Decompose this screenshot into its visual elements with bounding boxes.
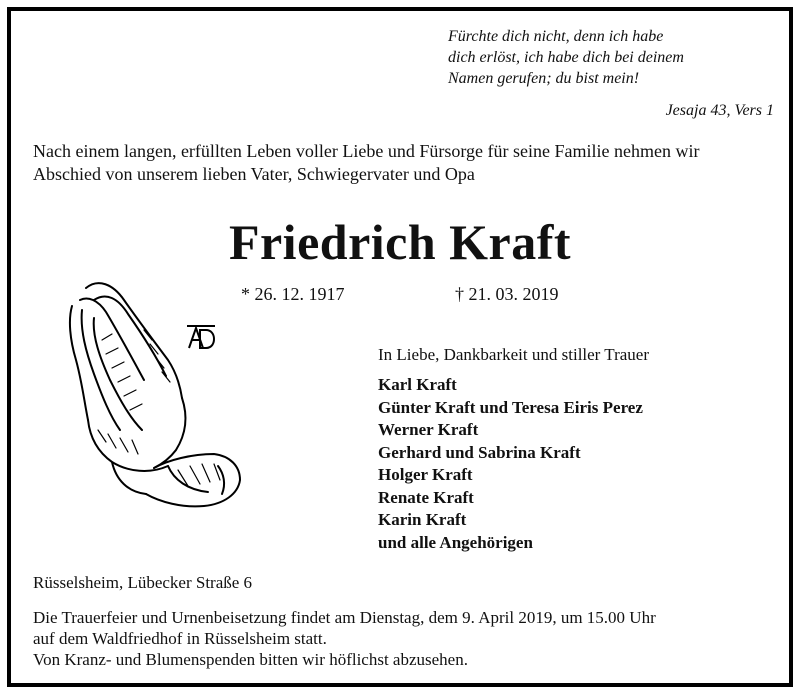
deceased-name: Friedrich Kraft [228,214,572,270]
funeral-info-line: Die Trauerfeier und Urnenbeisetzung findet am Dienstag, dem 9. April 2019, um 15.00 Uhr [33,608,656,627]
mourner-name: Karin Kraft [378,510,467,529]
mourner-name: Karl Kraft [378,375,457,394]
mourner-name: Renate Kraft [378,487,474,507]
intro-line: Nach einem langen, erfüllten Leben voller Liebe und Fürsorge für seine Familie nehmen wir [33,141,700,161]
intro-line: Abschied von unserem lieben Vater, Schwiegervater und Opa [33,164,475,184]
monogram-icon [185,322,217,350]
funeral-info-line: auf dem Waldfriedhof in Rüsselsheim statt. [33,629,327,648]
address: Rüsselsheim, Lübecker Straße 6 [33,573,253,592]
funeral-info [33,607,778,670]
verse-reference: Jesaja 43, Vers 1 [665,102,774,119]
mourner-name: Günter Kraft und Teresa Eiris Perez [378,397,643,417]
verse-line: dich erlöst, ich habe dich bei deinem [448,49,684,66]
mourner-list [378,374,643,554]
mourning-intro: In Liebe, Dankbarkeit und stiller Trauer [378,345,649,364]
mourner-name: und alle Angehörigen [378,532,533,552]
bible-verse [448,26,768,89]
birth-date: * 26. 12. 1917 [241,284,345,304]
funeral-info-line: Von Kranz- und Blumenspenden bitten wir höflichst abzusehen. [33,650,468,669]
intro-text [33,140,773,186]
verse-line: Namen gerufen; du bist mein! [448,70,640,87]
praying-hands-icon [58,270,248,510]
mourner-name: Werner Kraft [378,420,479,439]
verse-line: Fürchte dich nicht, denn ich habe [448,28,664,45]
death-date: † 21. 03. 2019 [455,284,559,304]
mourner-name: Holger Kraft [378,465,473,484]
mourner-name: Gerhard und Sabrina Kraft [378,442,581,462]
